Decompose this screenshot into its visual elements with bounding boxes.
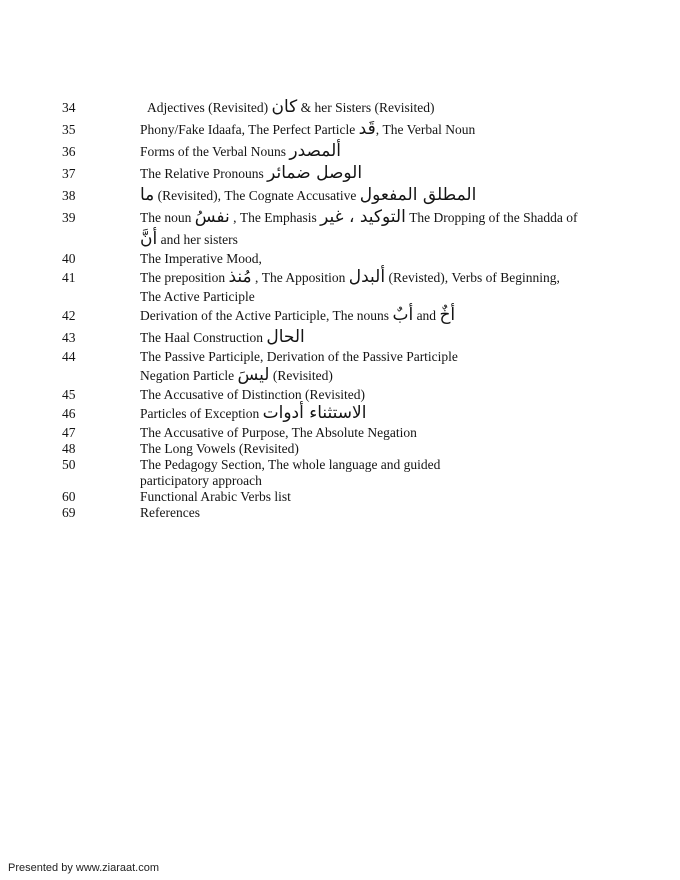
chapter-title: [140, 403, 662, 425]
toc-row-40: [62, 251, 662, 267]
chapter-title: [140, 207, 662, 251]
toc-row-42: [62, 305, 662, 327]
title-line: The Imperative Mood,: [140, 251, 262, 266]
title-line: The Accusative of Purpose, The Absolute Negation: [140, 425, 417, 440]
title-line-2: Negation Particle ليسَ (Revisited): [140, 365, 333, 385]
chapter-title: [140, 505, 662, 521]
toc-row-37: [62, 163, 662, 185]
chapter-title: [140, 327, 662, 349]
chapter-title: [140, 305, 662, 327]
title-line: Phony/Fake Idaafa, The Perfect Particle قَد, The Verbal Noun: [140, 119, 476, 139]
chapter-title: [140, 457, 662, 489]
title-line-2: أنَّ and her sisters: [140, 229, 238, 249]
title-line: Forms of the Verbal Nouns ألمصدر: [140, 141, 341, 161]
page-number: 34: [62, 100, 76, 115]
toc-row-39: [62, 207, 662, 251]
toc-row-46: [62, 403, 662, 425]
toc-row-43: [62, 327, 662, 349]
chapter-title: [140, 141, 662, 163]
chapter-title: [140, 251, 662, 267]
page-number: 35: [62, 122, 76, 137]
page-number: 37: [62, 166, 76, 181]
page-number: 50: [62, 457, 76, 472]
title-line-1: The preposition مُنذ , The Apposition ألبدل (Revisted), Verbs of Beginning,: [140, 267, 560, 287]
title-line-1: The Passive Participle, Derivation of the Passive Participle: [140, 349, 458, 364]
title-line-2: participatory approach: [140, 473, 262, 488]
chapter-title: [140, 489, 662, 505]
title-line: ما (Revisited), The Cognate Accusative المفعول‎ المطلق: [140, 185, 477, 205]
title-line: Functional Arabic Verbs list: [140, 489, 291, 504]
toc-row-45: [62, 387, 662, 403]
page-number: 36: [62, 144, 76, 159]
toc-row-36: [62, 141, 662, 163]
chapter-title: [140, 349, 662, 387]
toc-row-41: [62, 267, 662, 305]
chapter-title: [140, 441, 662, 457]
toc-row-48: [62, 441, 662, 457]
chapter-title: [140, 119, 662, 141]
table-of-contents: [62, 97, 662, 521]
page-number: 42: [62, 308, 76, 323]
chapter-title: [140, 425, 662, 441]
toc-row-47: [62, 425, 662, 441]
page-number: 43: [62, 330, 76, 345]
title-line: The Relative Pronouns ضمائر‎ الوصل: [140, 163, 363, 183]
title-line: Particles of Exception أدوات‎ الاستثناء: [140, 403, 367, 423]
page-number: 40: [62, 251, 76, 266]
toc-row-44: [62, 349, 662, 387]
page-number: 38: [62, 188, 76, 203]
toc-row-69: [62, 505, 662, 521]
page-number: 48: [62, 441, 76, 456]
title-line-2: The Active Participle: [140, 289, 255, 304]
chapter-title: [140, 163, 662, 185]
title-line: The Long Vowels (Revisited): [140, 441, 299, 456]
chapter-title: [140, 387, 662, 403]
chapter-title: [140, 185, 662, 207]
page-number: 69: [62, 505, 76, 520]
footer-credit: Presented by www.ziaraat.com: [8, 862, 160, 874]
title-line: Derivation of the Active Participle, The nouns أبٌ and أخٌ: [140, 305, 456, 325]
toc-row-34: [62, 97, 662, 119]
toc-row-50: [62, 457, 662, 489]
chapter-title: [140, 97, 662, 119]
title-line-1: The Pedagogy Section, The whole language and guided: [140, 457, 441, 472]
title-line-1: The noun نفسُ , The Emphasis غير‎ ، التوكيد The Dropping of the Shadda of: [140, 207, 578, 227]
title-line: The Accusative of Distinction (Revisited): [140, 387, 365, 402]
chapter-title: [140, 267, 662, 305]
toc-row-60: [62, 489, 662, 505]
title-line: Adjectives (Revisited) كان & her Sisters (Revisited): [147, 97, 435, 117]
page-number: 47: [62, 425, 76, 440]
page-number: 39: [62, 210, 76, 225]
page-number: 41: [62, 270, 76, 285]
toc-row-35: [62, 119, 662, 141]
title-line: References: [140, 505, 200, 520]
page-number: 46: [62, 406, 76, 421]
page-number: 45: [62, 387, 76, 402]
title-line: The Haal Construction الحال: [140, 327, 305, 347]
toc-row-38: [62, 185, 662, 207]
page-number: 44: [62, 349, 76, 364]
page-number: 60: [62, 489, 76, 504]
